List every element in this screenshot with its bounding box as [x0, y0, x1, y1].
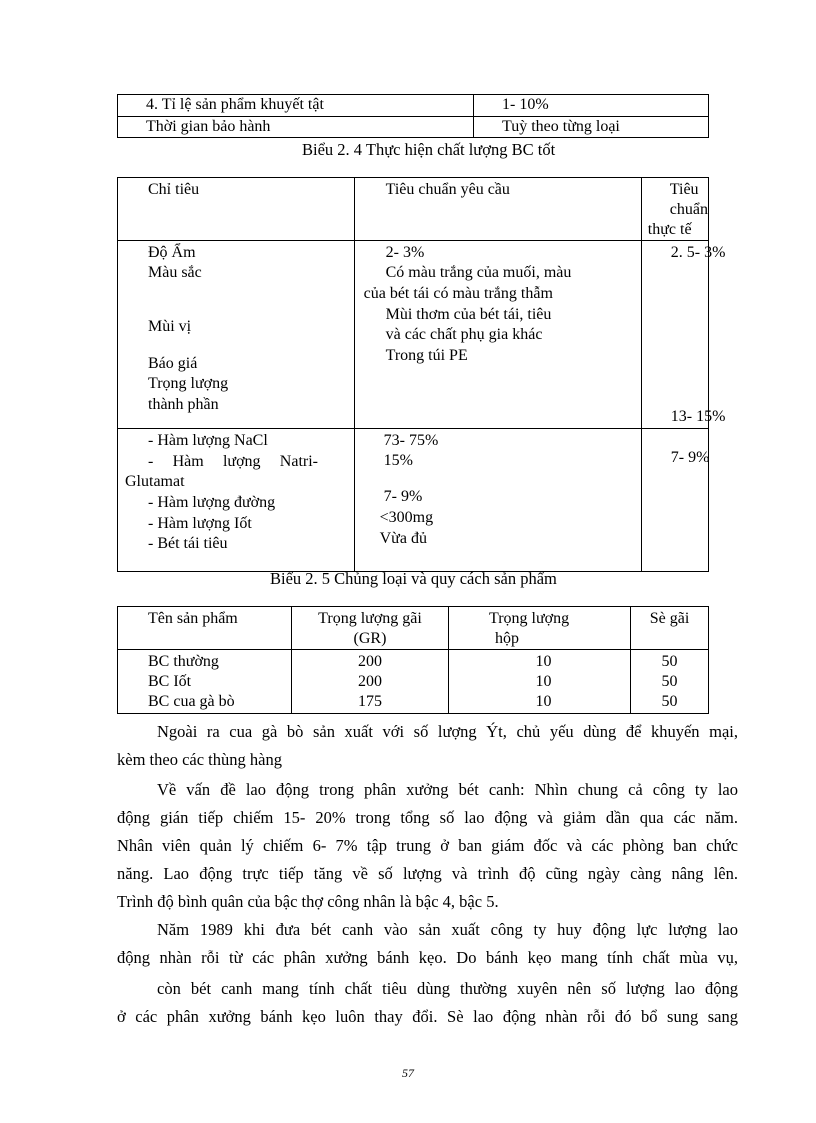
header-trong-luong-hop: Trọng lượng hộp	[449, 607, 631, 650]
required-item: Mùi thơm của bét tái, tiêu	[385, 306, 552, 323]
actual-item: 2. 5- 3%	[670, 244, 726, 261]
table-cell: 200 200 175	[292, 650, 449, 714]
header-trong-luong-gai: Trọng lượng gãi (GR)	[292, 607, 449, 650]
required-item: 2- 3%	[385, 244, 425, 261]
paragraph: Năm 1989 khi đưa bét canh vào sản xuất công ty huy động lực lượng lao động nhàn rỗi từ các phân xưởng bánh kẹo. Do bánh kẹo mang tính chất mùa vụ,	[117, 920, 738, 967]
criteria-item: - Hàm lượng Iốt	[148, 515, 252, 532]
criteria-item: Glutamat	[125, 473, 185, 490]
required-item: Có màu trắng của muối, màu	[385, 264, 572, 281]
criteria-item: - Hàm lượng NaCl	[148, 432, 268, 449]
actual-item: 13- 15%	[670, 408, 726, 425]
header-tieu-chuan-yeu-cau: Tiêu chuẩn yêu cầu	[354, 178, 641, 241]
required-item: 73- 75%	[383, 432, 439, 449]
required-item: Trong túi PE	[385, 347, 468, 364]
criteria-item: thành phần	[148, 396, 219, 413]
criteria-item: Trọng lượng	[148, 375, 229, 392]
table-header-row	[118, 178, 709, 241]
criteria-item: Độ Ẩm	[148, 244, 196, 261]
caption-2-5: Biểu 2. 5 Chủng loại và quy cách sản phẩm	[270, 569, 557, 588]
criteria-item: Mùi vị	[148, 318, 192, 335]
criteria-item: - Hàm lượng đường	[148, 494, 276, 511]
table-2-5	[117, 606, 709, 714]
table-cell: 1- 10%	[474, 95, 709, 117]
criteria-item: - Hàm lượng Natri-	[148, 453, 318, 470]
criteria-item: Màu sắc	[148, 264, 202, 281]
paragraph: còn bét canh mang tính chất tiêu dùng thường xuyên nên số lượng lao động ở các phân xưởng bánh kẹo luôn thay đổi. Sè lao động nhàn rỗi đó bổ sung sang	[117, 979, 738, 1026]
criteria-cell	[118, 241, 355, 429]
required-item: 7- 9%	[383, 488, 423, 505]
header-chi-tieu: Chỉ tiêu	[118, 178, 355, 241]
table-cell: 10 10 10	[449, 650, 631, 714]
criteria-item: - Bét tái tiêu	[148, 535, 228, 552]
table-cell: 4. Tỉ lệ sản phẩm khuyết tật	[118, 95, 474, 117]
criteria-item: Báo giá	[148, 355, 198, 372]
required-item: 15%	[383, 452, 413, 469]
page-number: 57	[402, 1066, 414, 1080]
table-cell: Tuỳ theo từng loại	[474, 117, 709, 138]
table-row	[118, 95, 709, 117]
table-header-row	[118, 607, 709, 650]
table-2-4	[117, 177, 726, 572]
required-item: của bét tái có màu trắng thẫm	[363, 285, 553, 302]
criteria-cell	[118, 429, 355, 572]
header-ten-san-pham: Tên sản phẩm	[118, 607, 292, 650]
actual-item: 7- 9%	[670, 449, 710, 466]
caption-2-4: Biểu 2. 4 Thực hiện chất lượng BC tốt	[302, 140, 556, 159]
header-se-gai: Sè gãi	[631, 607, 709, 650]
header-tieu-chuan-thuc-te: Tiêu chuẩn thực tế	[641, 178, 708, 241]
table-row	[118, 241, 709, 429]
required-item: <300mg	[379, 509, 434, 526]
required-item: Vừa đủ	[379, 530, 427, 547]
table-cell: 50 50 50	[631, 650, 709, 714]
table-row	[118, 117, 709, 138]
table-row	[118, 650, 709, 714]
required-item: và các chất phụ gia khác	[385, 326, 543, 343]
actual-cell	[641, 429, 708, 572]
required-cell	[354, 429, 641, 572]
actual-cell	[641, 241, 726, 429]
paragraph: Về vấn đề lao động trong phân xưởng bét canh: Nhìn chung cả công ty lao động gián tiếp chiếm 15- 20% trong tổng số lao động và giảm dần qua các năm. Nhân viên quản lý chiếm 6- 7% tập trung ở ban giám đốc và các phòng ban chức năng. Lao động trực tiếp tăng về số lượng và trình độ cũng ngày càng nâng lên. Trình độ bình quân của bậc thợ công nhân là bậc 4, bậc 5.	[117, 780, 738, 911]
required-cell	[354, 241, 641, 429]
table-cell: BC thường BC Iốt BC cua gà bò	[118, 650, 292, 714]
table-top	[117, 94, 709, 138]
table-cell: Thời gian bảo hành	[118, 117, 474, 138]
table-row	[118, 429, 709, 572]
paragraph: Ngoài ra cua gà bò sản xuất với số lượng Ýt, chủ yếu dùng để khuyến mại, kèm theo các thùng hàng	[117, 722, 738, 769]
